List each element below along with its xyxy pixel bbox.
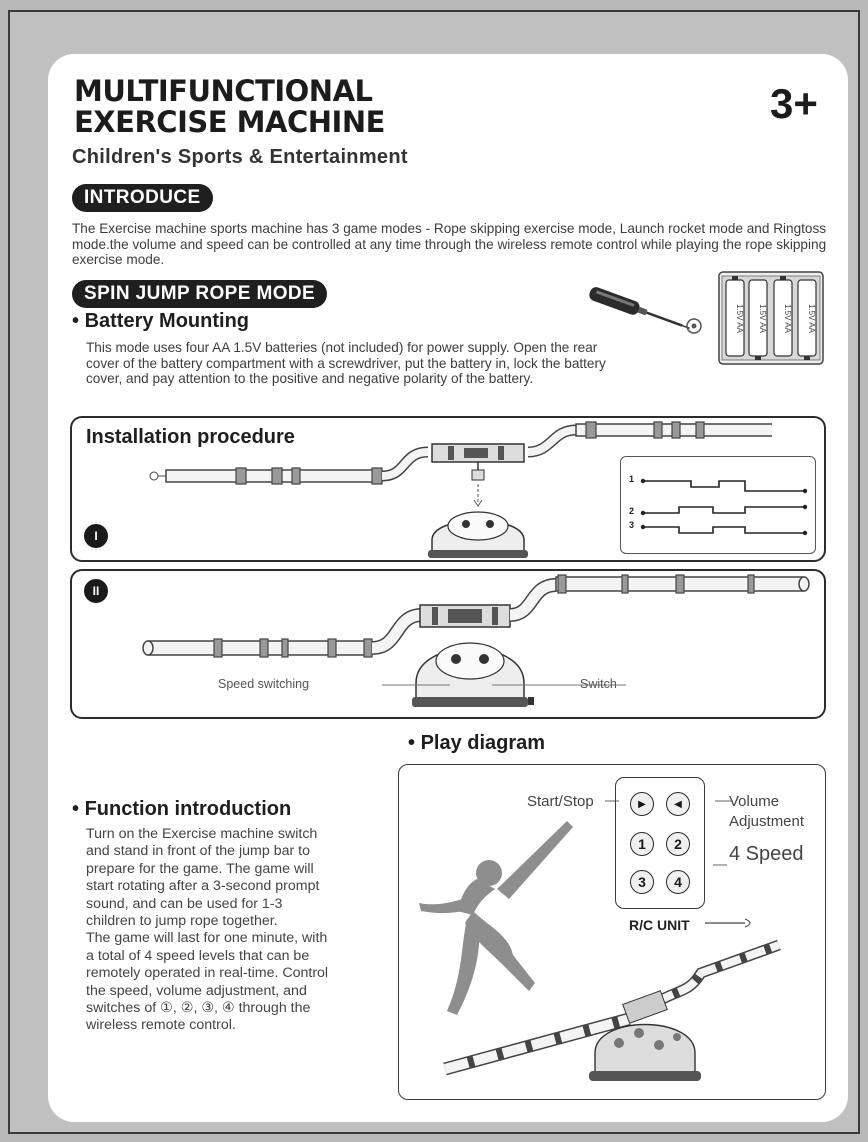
battery-label-3: 1.5V AA	[783, 304, 792, 333]
speed-row-3-label: 3	[629, 520, 635, 530]
speed-1-button[interactable]: 1	[630, 832, 654, 856]
subtitle: Children's Sports & Entertainment	[72, 146, 408, 168]
rope-assembly-step-2-illustration	[132, 571, 822, 717]
function-line: the speed, volume adjustment, and	[86, 982, 307, 999]
battery-label-4: 1.5V AA	[807, 304, 816, 333]
speed-pattern-panel	[620, 456, 816, 554]
function-line: remotely operated in real-time. Control	[86, 965, 329, 982]
introduce-label: INTRODUCE	[72, 184, 213, 212]
rc-signal-icon	[705, 915, 761, 935]
speed-row-2-label: 2	[629, 506, 635, 516]
battery-heading-text: Battery Mounting	[84, 310, 250, 332]
step-1-badge: I	[84, 524, 108, 548]
spin-jump-rope-label: SPIN JUMP ROPE MODE	[72, 280, 327, 308]
manual-sheet	[48, 54, 848, 1122]
function-line: and stand in front of the jump bar to	[86, 843, 310, 860]
start-stop-label: Start/Stop	[527, 793, 594, 810]
installation-step-1-panel	[70, 416, 826, 562]
volume-label-line-2: Adjustment	[729, 813, 805, 830]
function-heading	[72, 798, 291, 821]
play-pause-icon[interactable]: ▶	[630, 792, 654, 816]
page-title	[74, 76, 385, 138]
page-frame	[8, 10, 860, 1134]
remote-control	[615, 777, 705, 909]
speed-pattern-diagram	[621, 457, 817, 555]
switch-label: Switch	[580, 677, 617, 691]
introduce-text: The Exercise machine sports machine has 3 game modes - Rope skipping exercise mode, Launch rocket mode and Ringtoss mode.the volume and speed can be controlled at any time through the wireless remote control while playing the rope skipping exercise mode.	[72, 221, 827, 267]
play-diagram-panel	[398, 764, 826, 1100]
machine-with-rope-illustration	[429, 933, 819, 1093]
function-line: start rotating after a 3-second prompt	[86, 878, 320, 895]
battery-label-1: 1.5V AA	[735, 304, 744, 333]
volume-label-line-1: Volume	[729, 793, 780, 810]
bullet-icon: •	[408, 732, 416, 754]
play-diagram-heading-text: Play diagram	[420, 732, 546, 754]
speed-row-1-label: 1	[629, 474, 635, 484]
function-heading-text: Function introduction	[84, 798, 292, 820]
speed-switching-label: Speed switching	[218, 677, 310, 691]
function-line: children to jump rope together.	[86, 913, 278, 930]
step-2-badge: II	[84, 579, 108, 603]
rc-unit-label: R/C UNIT	[629, 917, 690, 933]
title-line-2: EXERCISE MACHINE	[74, 105, 385, 139]
screwdriver-icon	[576, 282, 706, 342]
function-line: switches of ①, ②, ③, ④ through the	[86, 1000, 311, 1017]
function-line: prepare for the game. The game will	[86, 860, 314, 877]
title-line-1: MULTIFUNCTIONAL	[74, 74, 373, 108]
function-text	[86, 826, 386, 1035]
function-line: a total of 4 speed levels that can be	[86, 947, 310, 964]
play-diagram-heading	[408, 732, 545, 755]
function-line: sound, and can be used for 1-3	[86, 895, 283, 912]
age-badge: 3+	[770, 80, 818, 127]
bullet-icon: •	[72, 798, 80, 820]
volume-icon[interactable]: ◀	[666, 792, 690, 816]
function-line: Turn on the Exercise machine switch	[86, 826, 318, 842]
speed-2-button[interactable]: 2	[666, 832, 690, 856]
battery-label-2: 1.5V AA	[758, 304, 767, 333]
speed-3-button[interactable]: 3	[630, 870, 654, 894]
battery-text: This mode uses four AA 1.5V batteries (not included) for power supply. Open the rear cover of the battery compartment with a screwdriver, put the battery in, lock the battery cover, and pay attention to the positive and negative polarity of the battery.	[86, 340, 606, 386]
function-line: wireless remote control.	[86, 1017, 236, 1034]
installation-heading: Installation procedure	[86, 426, 295, 448]
four-speed-label: 4 Speed	[729, 843, 804, 865]
battery-heading	[72, 310, 249, 333]
speed-4-button[interactable]: 4	[666, 870, 690, 894]
installation-step-2-panel	[70, 569, 826, 719]
function-line: The game will last for one minute, with	[86, 930, 328, 947]
bullet-icon: •	[72, 310, 80, 332]
